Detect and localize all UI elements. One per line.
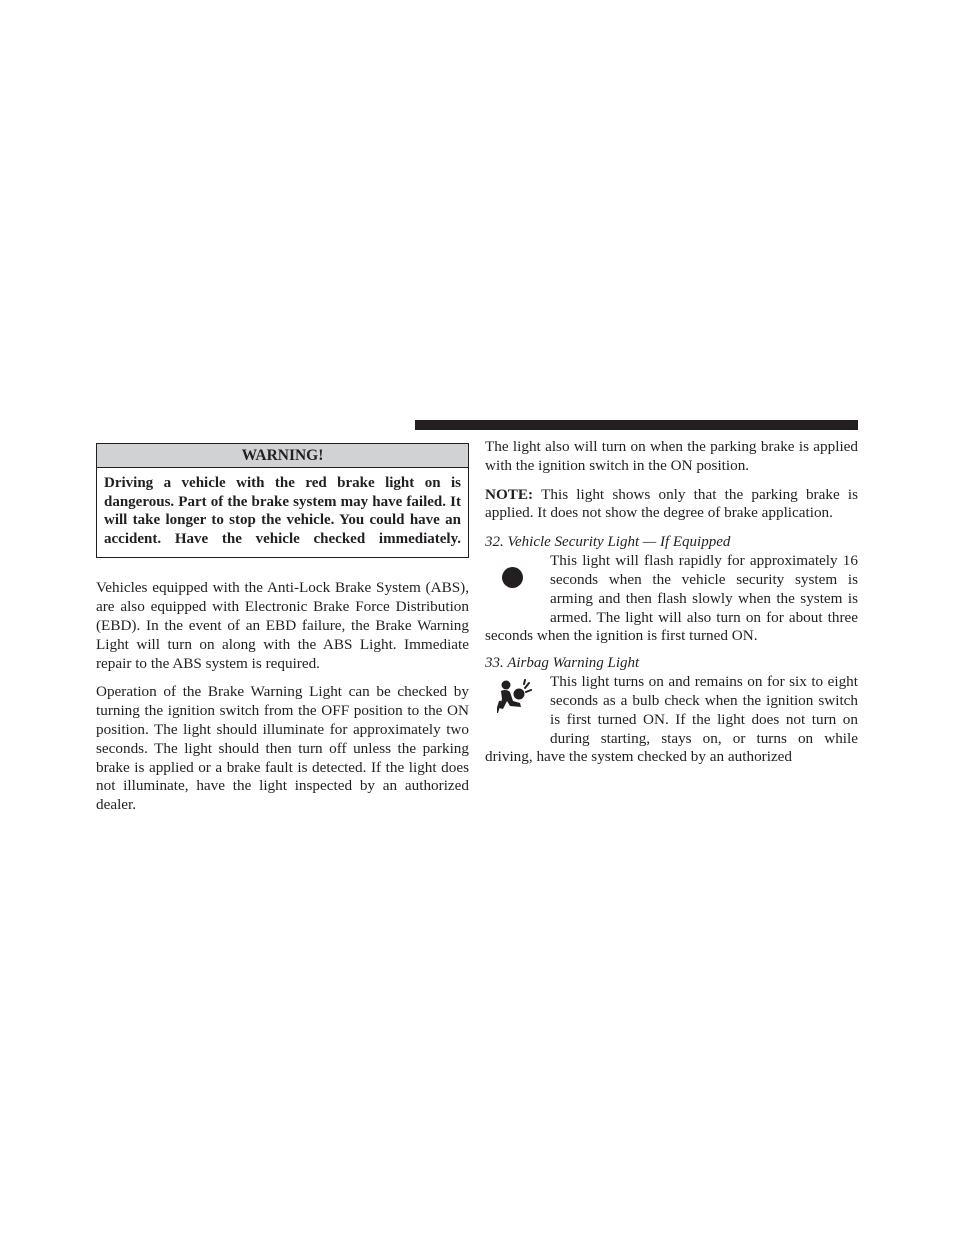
right-column <box>485 438 858 775</box>
section-33-body <box>485 673 858 767</box>
section-32-text: This light will flash rapidly for approximately 16 seconds when the vehicle security system is arming and then flash slowly when the system is armed. The light will also turn on for about three seconds when the ignition is first turned ON. <box>485 552 858 645</box>
airbag-warning-icon <box>485 673 550 747</box>
brake-check-paragraph: Operation of the Brake Warning Light can be checked by turning the ignition switch from the OFF position to the ON position. The light should illuminate for approximately two seconds. The light should then turn off unless the parking brake is applied or a brake fault is detected. If the light does not illuminate, have the light inspected by an authorized dealer. <box>96 683 469 814</box>
note-label: NOTE: <box>485 485 534 503</box>
section-32-heading: 32. Vehicle Security Light — If Equipped <box>485 534 731 551</box>
left-column <box>96 443 469 825</box>
warning-box <box>96 443 469 558</box>
ebd-paragraph: Vehicles equipped with the Anti-Lock Brake System (ABS), are also equipped with Electronic Brake Force Distribution (EBD). In the event of an EBD failure, the Brake Warning Light will turn on along with the ABS Light. Immediate repair to the ABS system is required. <box>96 579 469 672</box>
security-light-icon <box>485 552 550 626</box>
section-33-heading: 33. Airbag Warning Light <box>485 655 640 672</box>
note-paragraph <box>485 486 858 524</box>
section-header-bar <box>415 420 858 430</box>
warning-title: WARNING! <box>97 444 468 468</box>
section-33-text: This light turns on and remains on for six to eight seconds as a bulb check when the ignition switch is first turned ON. If the light does not turn on during starting, stays on, or turns on while driving, have the system checked by an authorized <box>485 673 858 766</box>
warning-body: Driving a vehicle with the red brake light on is dangerous. Part of the brake system may have failed. It will take longer to stop the vehicle. You could have an accident. Have the vehicle checked immediately. <box>104 475 461 547</box>
section-32-body <box>485 552 858 646</box>
parking-brake-paragraph: The light also will turn on when the parking brake is applied with the ignition switch in the ON position. <box>485 438 858 474</box>
note-text: This light shows only that the parking brake is applied. It does not show the degree of brake application. <box>485 485 858 522</box>
